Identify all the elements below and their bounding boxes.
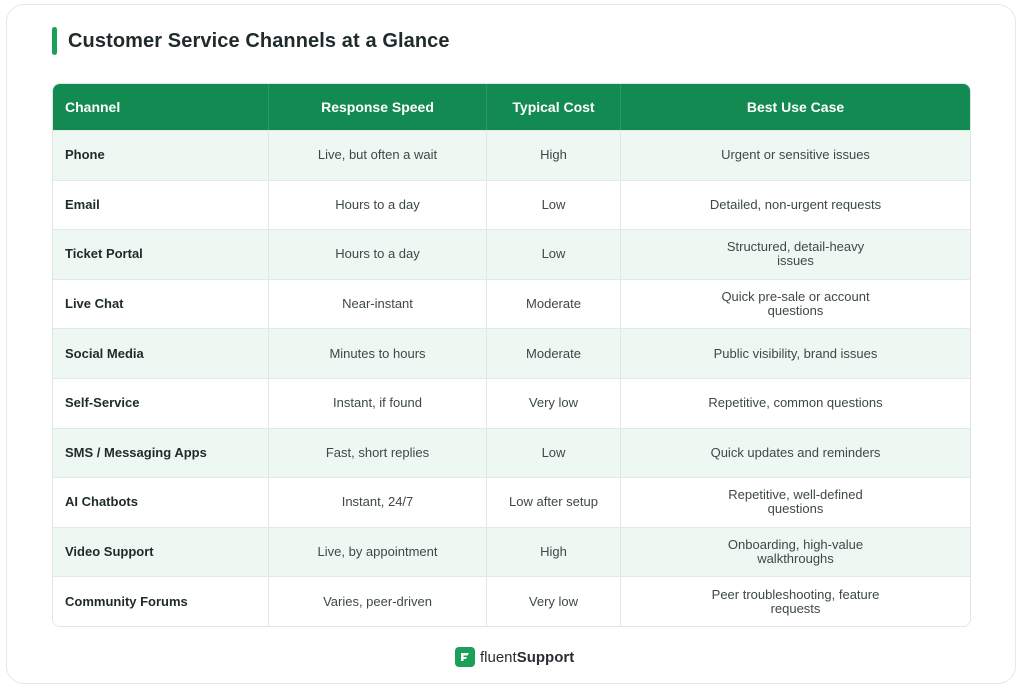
best-use-case-text: Onboarding, high-value walkthroughs	[727, 537, 864, 567]
typical-cost-cell: Very low	[487, 379, 621, 428]
table-row	[53, 477, 970, 527]
response-speed-cell: Hours to a day	[269, 230, 487, 279]
best-use-case-cell	[621, 280, 970, 329]
best-use-case-text: Peer troubleshooting, feature requests	[711, 586, 880, 616]
typical-cost-cell: Low	[487, 429, 621, 478]
best-use-case-text: Urgent or sensitive issues	[721, 147, 870, 163]
typical-cost-cell: Low after setup	[487, 478, 621, 527]
table-body	[53, 130, 970, 626]
typical-cost-cell: Moderate	[487, 280, 621, 329]
best-use-case-text: Repetitive, well-defined questions	[728, 487, 863, 517]
table-row	[53, 229, 970, 279]
table-row	[53, 576, 970, 626]
header-typical-cost: Typical Cost	[487, 84, 621, 130]
channel-cell: Live Chat	[53, 280, 269, 329]
best-use-case-cell	[621, 230, 970, 279]
response-speed-cell: Minutes to hours	[269, 329, 487, 378]
best-use-case-text: Quick updates and reminders	[710, 444, 881, 460]
header-best-use-case: Best Use Case	[746, 99, 845, 115]
footer-brand	[455, 646, 574, 668]
typical-cost-cell: Low	[487, 181, 621, 230]
typical-cost-cell: Low	[487, 230, 621, 279]
best-use-case-cell	[621, 379, 970, 428]
table-row	[53, 279, 970, 329]
response-speed-cell: Fast, short replies	[269, 429, 487, 478]
brand-name-part1: fluent	[480, 648, 517, 666]
channel-cell: Self-Service	[53, 379, 269, 428]
best-use-case-cell	[621, 478, 970, 527]
channel-cell: Community Forums	[53, 577, 269, 626]
table-row	[53, 378, 970, 428]
best-use-case-cell	[621, 131, 970, 180]
table-header-row	[53, 84, 970, 130]
typical-cost-cell: Very low	[487, 577, 621, 626]
channel-cell: Phone	[53, 131, 269, 180]
best-use-case-cell	[621, 429, 970, 478]
response-speed-cell: Instant, if found	[269, 379, 487, 428]
table-row	[53, 328, 970, 378]
page-title: Customer Service Channels at a Glance	[68, 29, 450, 52]
table-row	[53, 180, 970, 230]
header-response-speed: Response Speed	[269, 84, 487, 130]
channel-cell: AI Chatbots	[53, 478, 269, 527]
best-use-case-text: Repetitive, common questions	[708, 395, 883, 411]
channel-cell: Social Media	[53, 329, 269, 378]
table-row	[53, 527, 970, 577]
channel-cell: Ticket Portal	[53, 230, 269, 279]
best-use-case-text: Detailed, non-urgent requests	[709, 196, 882, 212]
header-channel: Channel	[53, 84, 269, 130]
channel-cell: SMS / Messaging Apps	[53, 429, 269, 478]
best-use-case-text: Quick pre-sale or account questions	[721, 289, 870, 319]
brand-name-part2: Support	[516, 648, 575, 666]
typical-cost-cell: High	[487, 131, 621, 180]
fluent-support-logo-icon	[455, 647, 475, 667]
best-use-case-cell	[621, 577, 970, 626]
response-speed-cell: Hours to a day	[269, 181, 487, 230]
response-speed-cell: Live, but often a wait	[269, 131, 487, 180]
response-speed-cell: Varies, peer-driven	[269, 577, 487, 626]
channels-table	[52, 83, 971, 627]
title-accent-bar	[52, 27, 57, 55]
channel-cell: Email	[53, 181, 269, 230]
title-block	[52, 27, 450, 55]
channel-cell: Video Support	[53, 528, 269, 577]
response-speed-cell: Near-instant	[269, 280, 487, 329]
best-use-case-cell	[621, 329, 970, 378]
table-row	[53, 130, 970, 180]
typical-cost-cell: Moderate	[487, 329, 621, 378]
response-speed-cell: Live, by appointment	[269, 528, 487, 577]
best-use-case-text: Public visibility, brand issues	[713, 345, 878, 361]
best-use-case-cell	[621, 181, 970, 230]
typical-cost-cell: High	[487, 528, 621, 577]
response-speed-cell: Instant, 24/7	[269, 478, 487, 527]
table-row	[53, 428, 970, 478]
best-use-case-cell	[621, 528, 970, 577]
best-use-case-text: Structured, detail-heavy issues	[726, 239, 865, 269]
